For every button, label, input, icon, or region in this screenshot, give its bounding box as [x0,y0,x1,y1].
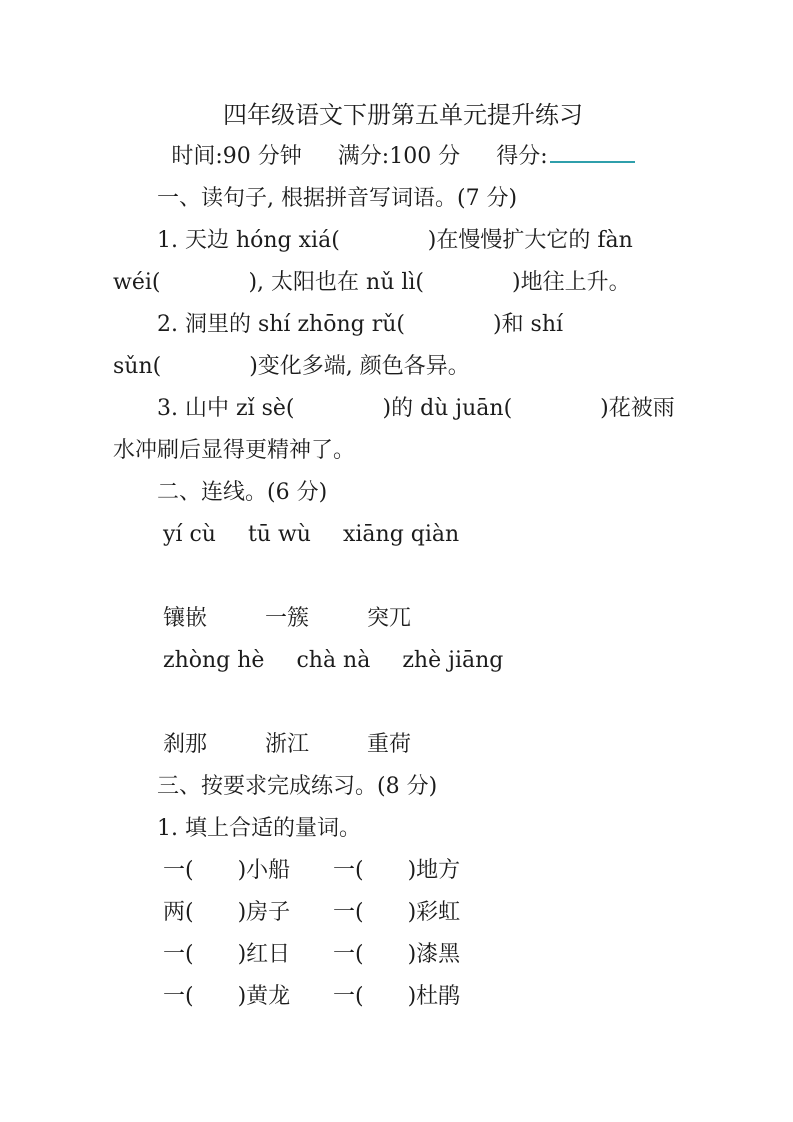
match-pinyin-row-2 [113,640,693,682]
score-underline [550,139,635,163]
full-score-label: 满分:100 分 [337,144,461,169]
fill-in-line: wéi( ), 太阳也在 nǔ lì( )地往上升。 [113,270,631,295]
quantifier-item: 一( )小船 [163,858,291,883]
fill-in-line: 水冲刷后显得更精神了。 [113,438,356,463]
quantifier-item: 一( )红日 [163,942,291,967]
match-draw-space [113,556,693,598]
time-limit-label: 时间:90 分钟 [171,144,302,169]
quantifier-item: 一( )杜鹃 [333,984,461,1009]
quantifier-row [113,976,693,1018]
match-word-row-2 [113,724,693,766]
match-pinyin: xiāng qiàn [342,522,460,547]
section-one-heading: 一、读句子, 根据拼音写词语。(7 分) [157,186,518,211]
match-pinyin: tū wù [247,522,311,547]
quantifier-row [113,892,693,934]
section-three-subheading: 1. 填上合适的量词。 [157,816,361,841]
quantifier-row [113,934,693,976]
section-three-heading: 三、按要求完成练习。(8 分) [157,774,438,799]
score-label: 得分: [496,144,548,169]
match-pinyin: chà nà [296,648,371,673]
match-pinyin: yí cù [163,522,216,547]
quantifier-item: 一( )黄龙 [163,984,291,1009]
quantifier-item: 一( )地方 [333,858,461,883]
match-word: 一簇 [265,606,310,631]
quantifier-item: 一( )彩虹 [333,900,461,925]
quantifier-row [113,850,693,892]
fill-in-line: 3. 山中 zǐ sè( )的 dù juān( )花被雨 [157,396,675,421]
match-pinyin: zhè jiāng [402,648,504,673]
section-two-heading: 二、连线。(6 分) [157,480,328,505]
fill-in-line: 2. 洞里的 shí zhōng rǔ( )和 shí [157,312,564,337]
quantifier-item: 一( )漆黑 [333,942,461,967]
match-draw-space [113,682,693,724]
match-word: 镶嵌 [163,606,208,631]
match-word: 突兀 [367,606,412,631]
fill-in-line: sǔn( )变化多端, 颜色各异。 [113,354,470,379]
fill-in-line: 1. 天边 hóng xiá( )在慢慢扩大它的 fàn [157,228,633,253]
exam-title: 四年级语文下册第五单元提升练习 [223,101,583,129]
match-word-row-1 [113,598,693,640]
match-pinyin-row-1 [113,514,693,556]
exam-meta-line [113,136,693,178]
match-pinyin: zhòng hè [163,648,265,673]
match-word: 刹那 [163,732,208,757]
quantifier-item: 两( )房子 [163,900,291,925]
match-word: 浙江 [265,732,310,757]
match-word: 重荷 [367,732,412,757]
